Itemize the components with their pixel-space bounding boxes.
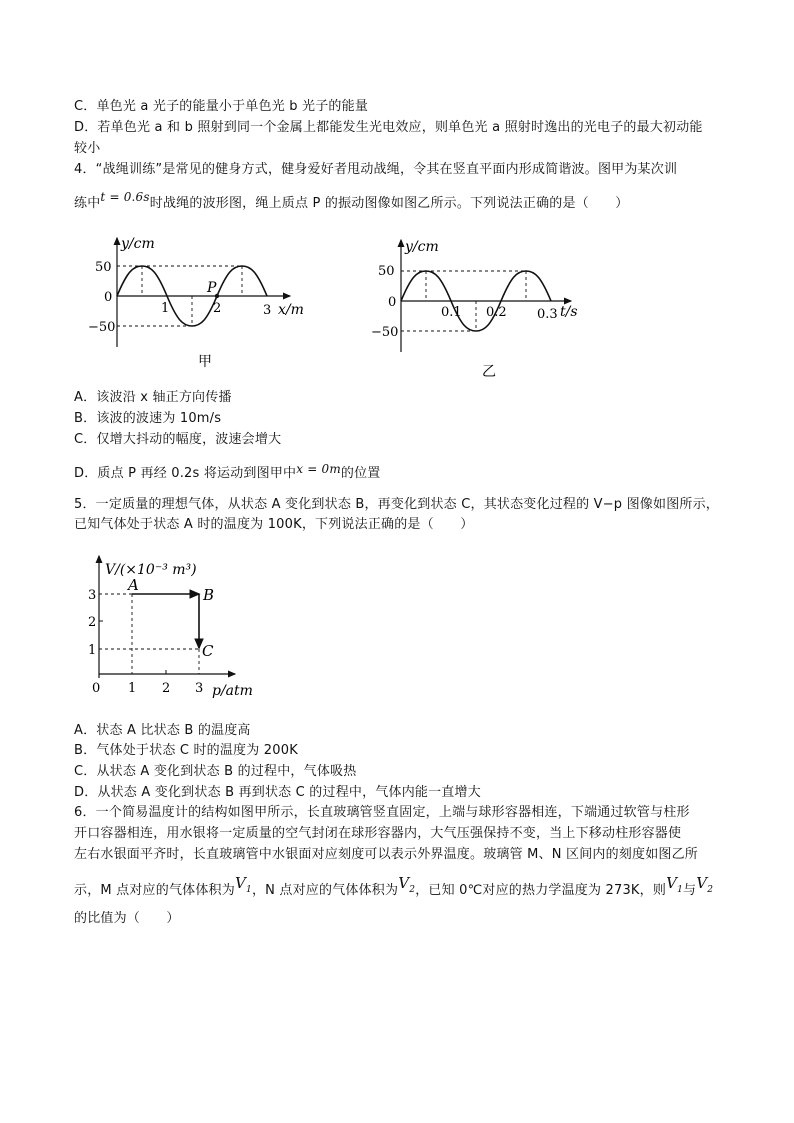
jia-x-label: x/m xyxy=(278,302,304,318)
yi-xtick-03: 0.3 xyxy=(537,307,558,322)
vp-xtick-0: 0 xyxy=(92,681,101,696)
q6-line4-b: ，N 点对应的气体体积为 xyxy=(251,883,399,898)
q6-line4-c: ，已知 0℃对应的热力学温度为 273K，则 xyxy=(415,883,667,898)
q6-v2-again-sub: 2 xyxy=(707,885,714,895)
q5-option-b: B．气体处于状态 C 时的温度为 200K xyxy=(74,743,298,758)
q6-line2: 开口容器相连，用水银将一定质量的空气封闭在球形容器内，大气压强保持不变，当上下移动柱形容器使 xyxy=(74,826,682,841)
q4-option-d-pre: D．质点 P 再经 0.2s 将运动到图甲中 xyxy=(74,466,297,481)
vp-ytick-1: 1 xyxy=(88,643,97,658)
q6-v1-again-sub: 1 xyxy=(677,885,684,895)
q6-v1-again xyxy=(666,874,684,895)
q4-option-b: B．该波的波速为 10m/s xyxy=(74,411,222,426)
vp-x-label: p/atm xyxy=(212,683,253,699)
q4-option-d-math: x = 0m xyxy=(296,462,341,476)
jia-point-p-label: P xyxy=(207,280,217,296)
figure-yi-vibration xyxy=(366,236,596,381)
yi-x-label: t/s xyxy=(560,304,578,320)
yi-ytick-50: 50 xyxy=(378,264,395,279)
q6-line1: 6．一个简易温度计的结构如图甲所示，长直玻璃管竖直固定，上端与球形容器相连，下端通过软管与柱形 xyxy=(74,805,690,820)
q4-stem-pre: 练中 xyxy=(74,196,101,211)
figure-vp-diagram xyxy=(88,552,288,702)
q5-stem-line1: 5．一定质量的理想气体，从状态 A 变化到状态 B，再变化到状态 C，其状态变化过程的 V−p 图像如图所示， xyxy=(74,497,719,512)
q5-option-a: A．状态 A 比状态 B 的温度高 xyxy=(74,723,251,738)
q4-option-a: A．该波沿 x 轴正方向传播 xyxy=(74,390,232,405)
jia-xtick-1: 1 xyxy=(161,301,170,316)
vp-state-b: B xyxy=(203,586,215,604)
vp-xtick-1: 1 xyxy=(128,681,137,696)
yi-ytick-0: 0 xyxy=(388,295,397,310)
q6-v1-symbol: V xyxy=(234,874,246,892)
q4-option-d xyxy=(74,462,381,482)
jia-caption: 甲 xyxy=(198,354,212,370)
jia-ytick-neg50: −50 xyxy=(88,320,116,335)
vp-ytick-2: 2 xyxy=(88,615,97,630)
q4-stem-line2 xyxy=(74,190,629,212)
q3-option-c: C．单色光 a 光子的能量小于单色光 b 光子的能量 xyxy=(74,99,369,114)
q5-option-c: C．从状态 A 变化到状态 B 的过程中，气体吸热 xyxy=(74,764,357,779)
jia-ytick-0: 0 xyxy=(104,290,113,305)
jia-xtick-3: 3 xyxy=(263,303,272,318)
vp-y-label: V/(×10⁻³ m³) xyxy=(105,562,197,578)
q6-v2 xyxy=(398,874,416,895)
q6-v1-sub: 1 xyxy=(246,885,252,895)
q6-line4-d: 与 xyxy=(683,883,697,898)
jia-ytick-50: 50 xyxy=(95,260,112,275)
q4-option-c: C．仅增大抖动的幅度，波速会增大 xyxy=(74,432,282,447)
q6-line4 xyxy=(74,874,714,904)
vp-state-c: C xyxy=(202,642,214,660)
q4-time-math: t = 0.6s xyxy=(100,190,150,204)
q4-stem-line1: 4．“战绳训练”是常见的健身方式，健身爱好者甩动战绳，令其在竖直平面内形成简谐波。图甲为某次训 xyxy=(74,162,678,177)
q4-option-d-post: 的位置 xyxy=(340,466,381,481)
q6-line4-a: 示，M 点对应的气体体积为 xyxy=(74,883,235,898)
vp-xtick-3: 3 xyxy=(195,681,204,696)
yi-ytick-neg50: −50 xyxy=(371,325,399,340)
q6-v1-again-symbol: V xyxy=(666,874,678,892)
q6-v2-symbol: V xyxy=(398,874,410,892)
vp-state-a: A xyxy=(128,576,139,594)
yi-xtick-01: 0.1 xyxy=(441,305,462,320)
q5-option-d: D．从状态 A 变化到状态 B 再到状态 C 的过程中，气体内能一直增大 xyxy=(74,785,481,800)
yi-y-label: y/cm xyxy=(405,239,439,255)
yi-xtick-02: 0.2 xyxy=(486,305,507,320)
figure-jia-wave xyxy=(88,232,318,372)
q6-v2-sub: 2 xyxy=(409,885,416,895)
q3-option-d-line1: D．若单色光 a 和 b 照射到同一个金属上都能发生光电效应，则单色光 a 照射时逸出的光电子的最大初动能 xyxy=(74,120,703,135)
q6-v2-again-symbol: V xyxy=(696,874,708,892)
jia-y-label: y/cm xyxy=(121,236,155,252)
yi-caption: 乙 xyxy=(482,364,496,380)
q6-line3: 左右水银面平齐时，长直玻璃管中水银面对应刻度可以表示外界温度。玻璃管 M、N 区间内的刻度如图乙所 xyxy=(74,847,699,862)
q6-line5: 的比值为（ ） xyxy=(74,911,180,926)
q6-v1 xyxy=(234,874,252,895)
q5-stem-line2: 已知气体处于状态 A 时的温度为 100K，下列说法正确的是（ ） xyxy=(74,517,474,532)
vp-xtick-2: 2 xyxy=(162,681,171,696)
q3-option-d-line2: 较小 xyxy=(74,141,101,156)
jia-xtick-2: 2 xyxy=(213,301,222,316)
vp-ytick-3: 3 xyxy=(88,588,97,603)
q4-stem-post: 时战绳的波形图，绳上质点 P 的振动图像如图乙所示。下列说法正确的是（ ） xyxy=(149,196,629,211)
q6-v2-again xyxy=(696,874,714,895)
